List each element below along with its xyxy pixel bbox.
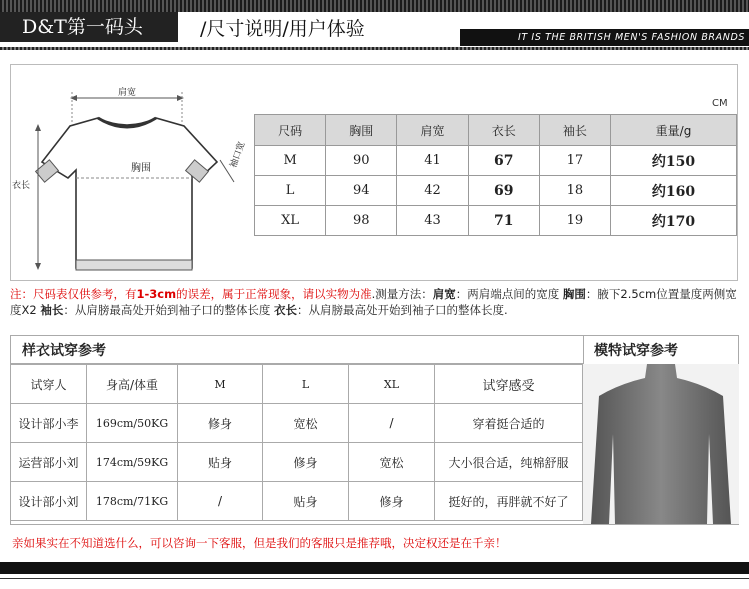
tryon-table [10,364,583,521]
size-cell: XL [255,206,326,236]
diagram-cuff-label: 袖口宽 [228,140,248,170]
table-row [11,404,583,443]
feedback-cell: 挺好的，再胖就不好了 [435,482,583,521]
bottom-line [0,578,749,589]
fit-m-cell: 修身 [178,404,263,443]
height-weight-cell: 174cm/59KG [87,443,178,482]
sleeve-cell: 18 [539,176,610,206]
shoulder-cell: 42 [397,176,468,206]
chest-cell: 94 [326,176,397,206]
size-cell: L [255,176,326,206]
feedback-cell: 穿着挺合适的 [435,404,583,443]
diagram-shoulder-label: 肩宽 [118,88,137,98]
header-cell: M [178,365,263,404]
fit-xl-cell: 修身 [349,482,435,521]
tester-cell: 设计部小刘 [11,482,87,521]
measurement-note [10,286,739,318]
warning-prefix: 注：尺码表仅供参考，有 [10,287,137,301]
chest-desc-2: 度两侧宽度X2 [10,287,737,317]
length-cell: 69 [468,176,539,206]
model-silhouette [583,364,739,524]
model-title: 模特试穿参考 [594,343,678,359]
table-row [255,176,737,206]
bottom-bar [0,562,749,574]
length-key: 衣长 [274,303,298,317]
diagram-length-label: 衣长 [12,181,31,191]
brand-tagline: IT IS THE BRITISH MEN'S FASHION BRANDS [460,29,749,46]
shoulder-key: 肩宽 [432,287,456,301]
shoulder-cell: 41 [397,146,468,176]
header-stripe-top [0,0,749,12]
fit-xl-cell: 宽松 [349,443,435,482]
chest-key: 胸围 [562,287,586,301]
fit-l-cell: 修身 [263,443,349,482]
model-image-panel [583,364,739,524]
diagram-chest-label: 胸围 [131,163,151,174]
fit-m-cell: 贴身 [178,443,263,482]
header-cell: L [263,365,349,404]
table-row [11,482,583,521]
sleeve-cell: 17 [539,146,610,176]
chest-cell: 90 [326,146,397,176]
shoulder-desc: ：两肩端点间的宽度 [455,287,560,301]
header-cell: XL [349,365,435,404]
warning-range: 1-3cm [136,287,177,301]
fit-m-cell: / [178,482,263,521]
weight-cell: 约170 [611,206,737,236]
height-weight-cell: 178cm/71KG [87,482,178,521]
table-row [255,206,737,236]
header-cell: 尺码 [255,115,326,146]
tshirt-diagram [12,80,250,280]
length-cell: 71 [468,206,539,236]
header-cell: 试穿感受 [435,365,583,404]
header-stripe-bottom [0,47,749,50]
warning-suffix: 的误差，属于正常现象，请以实物为准 [176,287,372,301]
header-cell: 身高/体重 [87,365,178,404]
fit-xl-cell: / [349,404,435,443]
tester-cell: 设计部小李 [11,404,87,443]
size-cell: M [255,146,326,176]
header-cell: 袖长 [539,115,610,146]
sleeve-key: 袖长 [40,303,64,317]
page-subtitle: /尺寸说明/用户体验 [200,18,365,40]
header-cell: 肩宽 [397,115,468,146]
method-label: .测量方法： [371,287,433,301]
chest-desc: ：腋下2.5cm位置量 [585,287,691,301]
size-table [254,114,737,236]
footer-advice: 亲如果实在不知道选什么，可以咨询一下客服，但是我们的客服只是推荐哦，决定权还是在千亲！ [12,536,507,550]
length-desc: ：从肩膀最高处开始到袖子口的整体长度. [297,303,508,317]
tryon-header-row [11,365,583,404]
weight-cell: 约150 [611,146,737,176]
brand-title: D&T第一码头 [0,12,178,42]
tester-cell: 运营部小刘 [11,443,87,482]
table-row [11,443,583,482]
tryon-title: 样衣试穿参考 [22,343,106,359]
feedback-cell: 大小很合适，纯棉舒服 [435,443,583,482]
weight-cell: 约160 [611,176,737,206]
length-cell: 67 [468,146,539,176]
table-row [255,146,737,176]
header-cell: 胸围 [326,115,397,146]
shoulder-cell: 43 [397,206,468,236]
sleeve-cell: 19 [539,206,610,236]
size-table-header [255,115,737,146]
header-cell: 试穿人 [11,365,87,404]
header-cell: 衣长 [468,115,539,146]
header-cell: 重量/g [611,115,737,146]
sleeve-desc: ：从肩膀最高处开始到袖子口的整体长度 [63,303,271,317]
fit-l-cell: 贴身 [263,482,349,521]
fit-l-cell: 宽松 [263,404,349,443]
chest-cell: 98 [326,206,397,236]
height-weight-cell: 169cm/50KG [87,404,178,443]
unit-label: CM [712,98,728,109]
